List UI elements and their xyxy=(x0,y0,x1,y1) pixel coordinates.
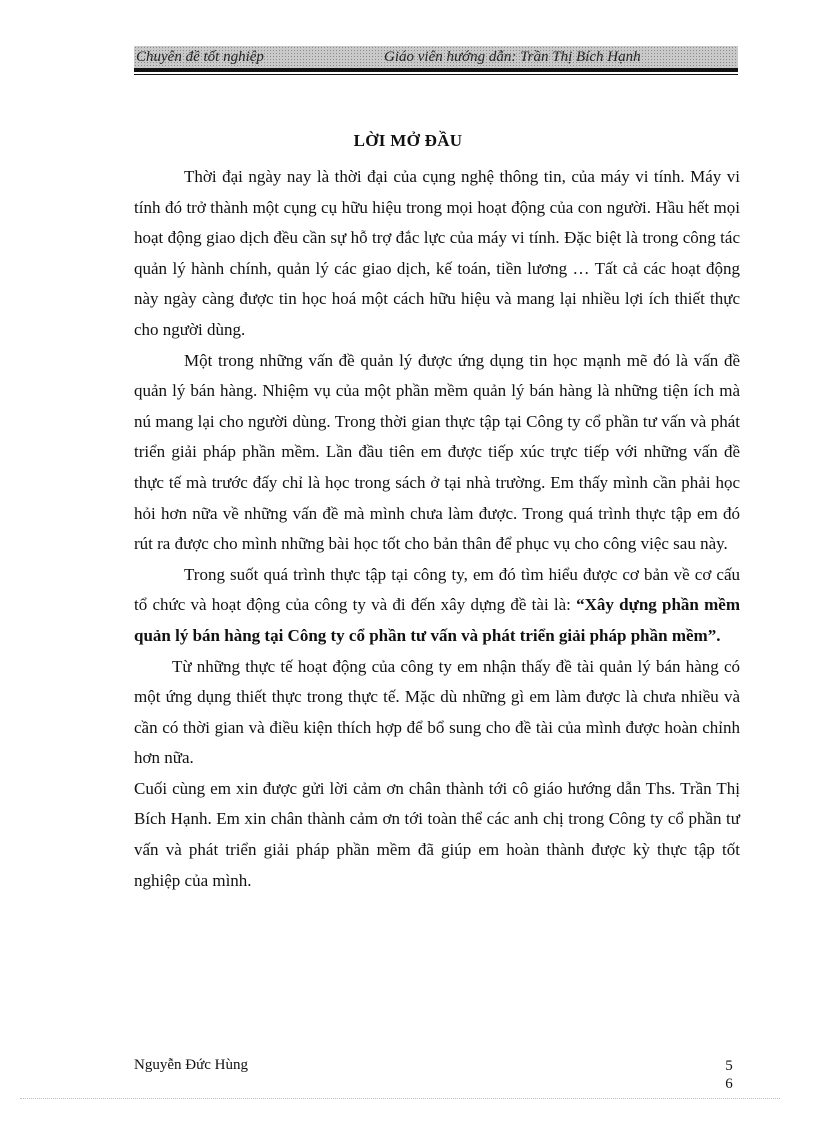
header-rule-thin xyxy=(134,74,738,75)
paragraph-motivation: Từ những thực tế hoạt động của công ty em nhận thấy đề tài quản lý bán hàng có một ứng dụng thiết thực trong thực tế. Mặc dù những gì em làm được là chưa nhiều và cần có thời gian và điều kiện thích hợp để bổ sung cho đề tài của mình được hoàn chỉnh hơn nữa. xyxy=(134,656,740,768)
paragraph-topic-title: “Xây dựng phần mềm quản lý bán hàng tại Công ty cổ phần tư vấn và phát triển giải pháp phần mềm”. xyxy=(134,595,740,645)
header-advisor-label: Giáo viên hướng dẫn: Trần Thị Bích Hạnh xyxy=(384,49,641,65)
paragraph-problem: Một trong những vấn đề quản lý được ứng dụng tin học mạnh mẽ đó là vấn đề quản lý bán hàng. Nhiệm vụ của một phần mềm quản lý bán hàng là những tiện ích mà nú mang lại cho người dùng. Trong thời gian thực tập tại Công ty cổ phần tư vấn và phát triển giải pháp phần mềm. Lần đầu tiên em được tiếp xúc trực tiếp với những vấn đề thực tế mà trước đấy chỉ là học trong sách ở tại nhà trường. Em thấy mình cần phải học hỏi hơn nữa về những vấn đề mà mình chưa làm được. Trong quá trình thực tập em đó rút ra được cho mình những bài học tốt cho bản thân để phục vụ cho công việc sau này. xyxy=(134,350,740,554)
paragraph-topic xyxy=(134,560,740,652)
page-number-top: 5 xyxy=(725,1058,733,1074)
footer-author: Nguyễn Đức Hùng xyxy=(134,1057,248,1073)
paragraph-acknowledgement: Cuối cùng em xin được gửi lời cảm ơn chân thành tới cô giáo hướng dẫn Ths. Trần Thị Bích Hạnh. Em xin chân thành cảm ơn tới toàn thể các anh chị trong Công ty cổ phần tư vấn và phát triển giải pháp phần mềm đã giúp em hoàn thành được kỳ thực tập tốt nghiệp của mình. xyxy=(134,778,740,890)
page-header xyxy=(134,46,738,68)
footer-divider xyxy=(20,1098,780,1099)
document-body xyxy=(134,162,740,896)
paragraph-topic-lead: Trong suốt quá trình thực tập tại công ty, em đó tìm hiểu được cơ bản về cơ cấu tổ chức và hoạt động của công ty và đi đến xây dựng đề tài là: xyxy=(134,564,740,615)
paragraph-intro: Thời đại ngày nay là thời đại của cụng nghệ thông tin, của máy vi tính. Máy vi tính đó trở thành một cụng cụ hữu hiệu trong mọi hoạt động của con người. Hầu hết mọi hoạt động giao dịch đều cần sự hỗ trợ đắc lực của máy vi tính. Đặc biệt là trong công tác quản lý hành chính, quản lý các giao dịch, kế toán, tiền lương … Tất cả các hoạt động này ngày càng được tin học hoá một cách hữu hiệu và mang lại nhiều lợi ích thiết thực cho người dùng. xyxy=(134,167,740,339)
header-course-label: Chuyên đề tốt nghiệp xyxy=(136,49,264,65)
page-number-bottom: 6 xyxy=(725,1076,733,1092)
header-rule-thick xyxy=(134,68,738,72)
page-title: LỜI MỞ ĐẦU xyxy=(353,131,463,150)
page-number xyxy=(722,1057,736,1093)
